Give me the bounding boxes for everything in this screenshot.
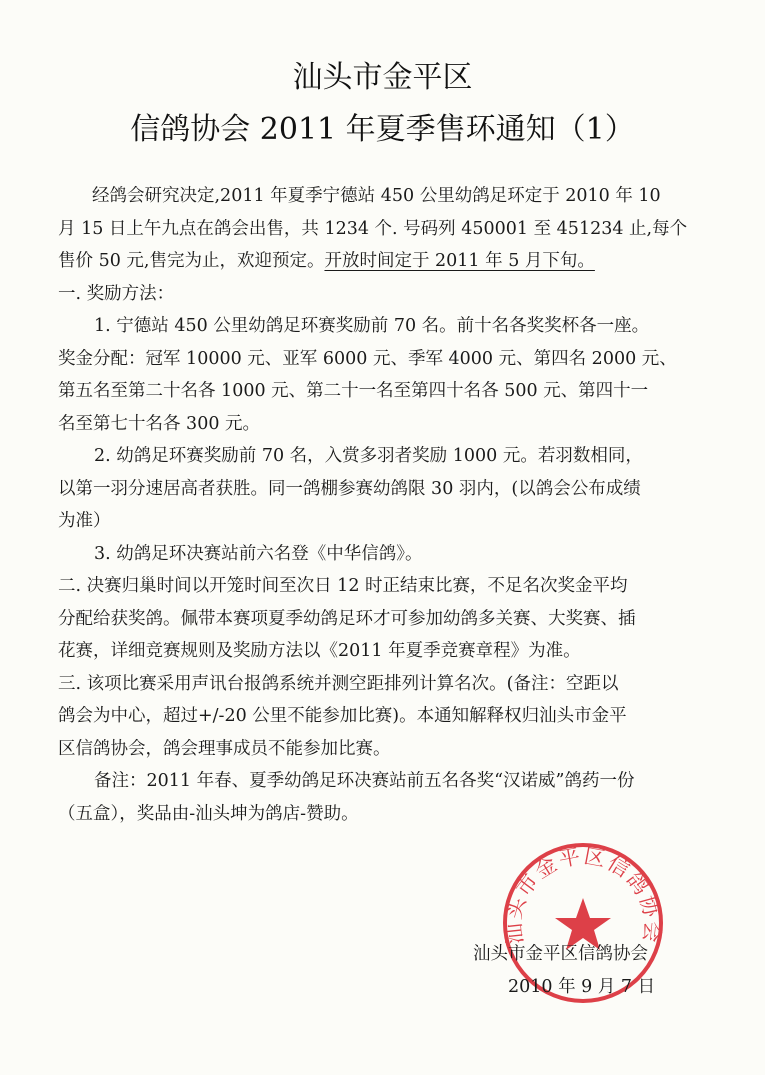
body-line: 3. 幼鸽足环决赛站前六名登《中华信鸽》。	[94, 543, 423, 564]
body-line: 花赛，详细竞赛规则及奖励方法以《2011 年夏季竞赛章程》为准。	[58, 641, 581, 661]
body-line	[58, 245, 718, 278]
title-line-2: 信鸽协会 2011 年夏季售环通知（1）	[130, 112, 635, 147]
body-line: 第五名至第二十名各 1000 元、第二十一名至第四十名各 500 元、第四十一	[58, 381, 649, 401]
signature-organization: 汕头市金平区信鸽协会	[473, 944, 648, 964]
body-line: 奖金分配：冠军 10000 元、亚军 6000 元、季军 4000 元、第四名 2000 元、	[58, 348, 677, 369]
remark-line: （五盒），奖品由-汕头坤为鸽店-赞助。	[58, 803, 359, 824]
signature-date: 2010 年 9 月 7 日	[508, 977, 656, 997]
section-heading-3: 三. 该项比赛采用声讯台报鸽系统并测空距排列计算名次。(备注：空距以	[58, 673, 619, 694]
body-line: 1. 宁德站 450 公里幼鸽足环赛奖励前 70 名。前十名各奖奖杯各一座。	[94, 316, 650, 336]
title-line-1: 汕头市金平区	[292, 60, 473, 95]
body-line: 为准）	[58, 511, 111, 531]
section-heading-2: 二. 决赛归巢时间以开笼时间至次日 12 时正结束比赛，不足名次奖金平均	[58, 576, 628, 596]
body-line: 分配给获奖鸽。佩带本赛项夏季幼鸽足环才可参加幼鸽多关赛、大奖赛、插	[58, 608, 636, 629]
svg-text:汕头市金平区信鸽协会: 汕头市金平区信鸽协会	[501, 843, 665, 946]
body-line: 月 15 日上午九点在鸽会出售，共 1234 个. 号码列 450001 至 451234 止,每个	[58, 218, 688, 239]
section-heading-1: 一. 奖励方法：	[58, 283, 175, 304]
remark-line: 备注：2011 年春、夏季幼鸽足环决赛站前五名各奖“汉诺威”鸽药一份	[94, 771, 635, 791]
body-line: 名至第七十名各 300 元。	[58, 413, 261, 434]
body-line: 以第一羽分速居高者获胜。同一鸽棚参赛幼鸽限 30 羽内，(以鸽会公布成绩	[58, 478, 641, 499]
notice-body	[58, 180, 718, 830]
body-line: 2. 幼鸽足环赛奖励前 70 名，入赏多羽者奖励 1000 元。若羽数相同，	[94, 446, 643, 466]
body-line: 鸽会为中心，超过+/-20 公里不能参加比赛)。本通知解释权归汕头市金平	[58, 706, 627, 726]
body-line: 经鸽会研究决定,2011 年夏季宁德站 450 公里幼鸽足环定于 2010 年 10	[92, 186, 661, 206]
body-text: 售价 50 元,售完为止，欢迎预定。	[58, 251, 325, 271]
body-line: 区信鸽协会，鸽会理事成员不能参加比赛。	[58, 738, 391, 759]
underlined-opening-time: 开放时间定于 2011 年 5 月下旬。	[324, 251, 595, 271]
